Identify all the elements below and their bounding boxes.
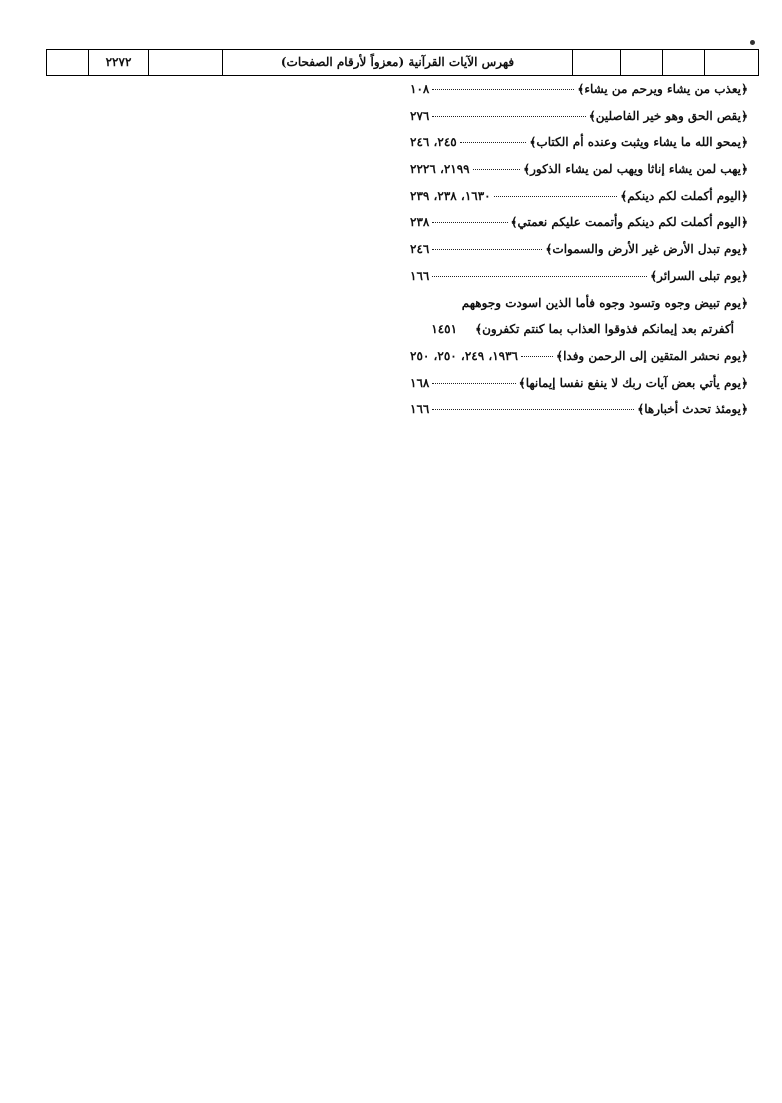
index-entry-continuation	[410, 322, 748, 349]
index-entry	[410, 269, 748, 296]
header-cell-empty	[573, 50, 621, 76]
page-header	[46, 49, 759, 76]
index-entry	[410, 215, 748, 242]
index-entry	[410, 109, 748, 136]
verse-text: ﴿يقص الحق وهو خير الفاصلين﴾	[588, 108, 748, 123]
verse-text: ﴿يهب لمن يشاء إناثا ويهب لمن يشاء الذكور﴾	[523, 162, 748, 177]
index-entry	[410, 162, 748, 189]
verse-text: ﴿يعذب من يشاء ويرحم من يشاء﴾	[577, 82, 748, 96]
verse-text: ﴿يوم تبلى السرائر﴾	[650, 268, 748, 283]
index-entry	[410, 82, 748, 109]
verse-text-line1: ﴿يوم تبيض وجوه وتسود وجوه فأما الذين اسودت وجوههم	[461, 295, 748, 310]
dot-leader	[460, 142, 527, 143]
page-refs: ١٠٨	[410, 82, 430, 96]
page-refs: ١٦٨	[410, 375, 430, 390]
index-entry	[410, 135, 748, 162]
index-entry	[410, 349, 748, 376]
index-entry	[410, 402, 748, 429]
header-cell-empty	[149, 50, 223, 76]
dot-leader	[432, 383, 515, 384]
page-refs: ٢١٩٩، ٢٢٢٦	[410, 162, 470, 177]
page-refs: ٢٤٦	[410, 242, 430, 257]
verse-text: ﴿يوم تبدل الأرض غير الأرض والسموات﴾	[545, 242, 748, 257]
verse-text: ﴿اليوم أكملت لكم دينكم﴾	[620, 188, 748, 203]
header-cell-empty	[47, 50, 89, 76]
index-entry	[410, 189, 748, 216]
verse-text: ﴿يوم يأتي بعض آيات ربك لا ينفع نفسا إيمانها﴾	[518, 375, 748, 390]
page-refs: ٢٣٨	[410, 215, 430, 230]
page-refs: ١٦٦	[410, 402, 430, 417]
page-number: ٢٢٧٢	[89, 50, 149, 76]
page-title: فهرس الآيات القرآنية (معزواً لأرقام الصفحات)	[223, 50, 573, 76]
dot-leader	[494, 196, 618, 197]
dot-leader	[432, 89, 574, 90]
dot-leader	[432, 249, 542, 250]
dot-leader	[432, 409, 634, 410]
verse-text: ﴿يومئذ تحدث أخبارها﴾	[637, 402, 748, 417]
dot-leader	[432, 222, 507, 223]
dot-leader	[473, 169, 520, 170]
index-entry	[410, 242, 748, 269]
scan-dot	[750, 40, 755, 45]
header-cell-empty	[663, 50, 705, 76]
verse-text: ﴿يمحو الله ما يشاء ويثبت وعنده أم الكتاب﴾	[529, 135, 748, 150]
page-refs: ١٦٣٠، ٢٣٨، ٢٣٩	[410, 188, 491, 203]
header-cell-empty	[705, 50, 759, 76]
page-refs: ١٦٦	[410, 268, 430, 283]
dot-leader	[521, 356, 553, 357]
page-refs: ٢٤٥، ٢٤٦	[410, 135, 457, 150]
verse-text-line2: أكفرتم بعد إيمانكم فذوقوا العذاب بما كنتم تكفرون﴾	[475, 322, 734, 337]
header-cell-empty	[621, 50, 663, 76]
dot-leader	[432, 276, 647, 277]
verse-index	[410, 82, 748, 429]
verse-text: ﴿يوم نحشر المتقين إلى الرحمن وفدا﴾	[556, 348, 748, 363]
page-refs: ١٩٣٦، ٢٤٩، ٢٥٠، ٢٥٠	[410, 348, 518, 363]
dot-leader	[432, 116, 585, 117]
index-entry	[410, 376, 748, 403]
page-refs: ١٤٥١	[431, 322, 458, 337]
verse-text: ﴿اليوم أكملت لكم دينكم وأتممت عليكم نعمتي﴾	[510, 215, 748, 230]
page-refs: ٢٧٦	[410, 108, 430, 123]
index-entry-multiline	[410, 296, 748, 323]
